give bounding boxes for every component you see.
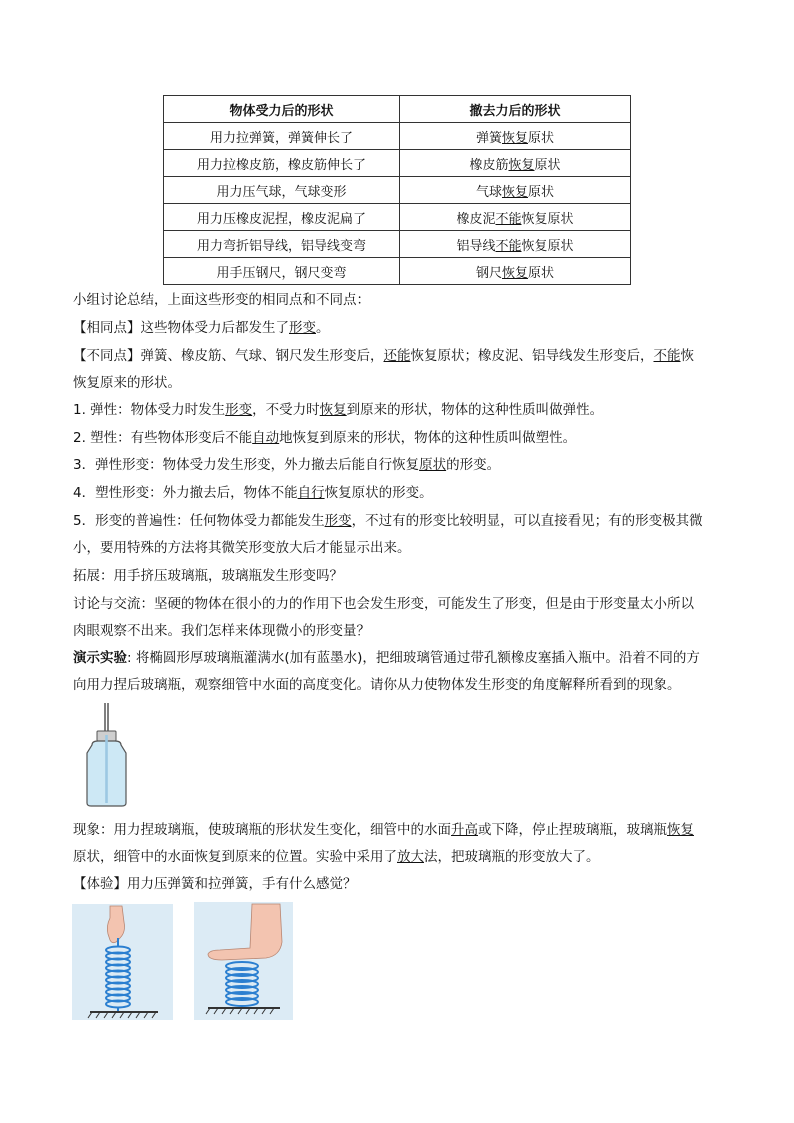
spring-pull-figure xyxy=(72,904,173,1020)
cell-text: 恢复原状 xyxy=(521,238,574,254)
text: 【相同点】这些物体受力后都发生了 xyxy=(73,320,289,336)
table-cell: 用力拉弹簧，弹簧伸长了 xyxy=(164,123,400,150)
bottle-figure xyxy=(82,703,132,807)
table-cell xyxy=(400,150,631,177)
cell-text: 橡皮筋 xyxy=(469,157,509,173)
cell-text: 气球 xyxy=(475,184,502,200)
table-row xyxy=(164,231,631,258)
underlined: 形变 xyxy=(289,320,316,336)
text: 或下降，停止捏玻璃瓶，玻璃瓶 xyxy=(478,822,667,838)
item-elasticity xyxy=(73,397,733,424)
table-header: 物体受力后的形状 xyxy=(164,96,400,123)
cell-text: 铝导线 xyxy=(456,238,496,254)
underlined: 升高 xyxy=(451,822,478,838)
summary-line: 小组讨论总结，上面这些形变的相同点和不同点： xyxy=(73,292,370,308)
underlined: 自动 xyxy=(252,430,280,446)
phenomenon xyxy=(73,817,733,871)
cell-underlined: 恢复 xyxy=(508,157,535,173)
table-header-row xyxy=(164,96,631,123)
underlined: 形变 xyxy=(225,402,253,418)
table-row xyxy=(164,123,631,150)
cell-text: 弹簧 xyxy=(475,130,502,146)
table-cell: 用力拉橡皮筋，橡皮筋伸长了 xyxy=(164,150,400,177)
demo-label: 演示实验 xyxy=(73,650,127,666)
table-row xyxy=(164,150,631,177)
item-plasticity xyxy=(73,425,733,452)
item-universality xyxy=(73,508,733,562)
text: ，不受力时 xyxy=(252,402,320,418)
text: 恢复原状的形变。 xyxy=(324,485,433,501)
text: 恢复原状；橡皮泥、铝导线发生形变后， xyxy=(410,348,654,364)
underlined: 原状 xyxy=(419,457,447,473)
text: 肉眼观察不出来。我们怎样来体现微小的形变量？ xyxy=(73,623,370,639)
underlined: 恢复 xyxy=(667,822,694,838)
text: 5．形变的普遍性：任何物体受力都能发生 xyxy=(73,513,325,529)
table-cell xyxy=(400,123,631,150)
underlined: 形变 xyxy=(324,513,352,529)
discussion xyxy=(73,591,733,645)
text: 。 xyxy=(316,320,330,336)
text: 恢复原来的形状。 xyxy=(73,375,181,391)
cell-underlined: 恢复 xyxy=(501,184,528,200)
cell-text: 橡皮泥 xyxy=(456,211,496,227)
underlined: 还能 xyxy=(383,348,411,364)
cell-text: 原状 xyxy=(528,184,555,200)
text: 小，要用特殊的方法将其微笑形变放大后才能显示出来。 xyxy=(73,540,411,556)
spring-press-figure xyxy=(194,902,293,1020)
table-row xyxy=(164,258,631,285)
underlined: 自行 xyxy=(297,485,325,501)
table-cell: 用力弯折铝导线，铝导线变弯 xyxy=(164,231,400,258)
deformation-table xyxy=(163,95,631,285)
text: 到原来的形状，物体的这种性质叫做弹性。 xyxy=(346,402,604,418)
cell-underlined: 恢复 xyxy=(501,130,528,146)
text: 向用力捏后玻璃瓶，观察细管中水面的高度变化。请你从力使物体发生形变的角度解释所看到的现象。 xyxy=(73,677,681,693)
table-cell: 用手压钢尺，钢尺变弯 xyxy=(164,258,400,285)
cell-text: 钢尺 xyxy=(475,265,502,281)
cell-text: 恢复原状 xyxy=(521,211,574,227)
cell-underlined: 恢复 xyxy=(501,265,528,281)
underlined: 恢复 xyxy=(319,402,347,418)
table-cell xyxy=(400,258,631,285)
text: ，不过有的形变比较明显，可以直接看见；有的形变极其微 xyxy=(351,513,703,529)
text: 法，把玻璃瓶的形变放大了。 xyxy=(424,849,600,865)
demo-experiment xyxy=(73,645,733,699)
table-row xyxy=(164,177,631,204)
text: 原状，细管中的水面恢复到原来的位置。实验中采用了 xyxy=(73,849,397,865)
cell-underlined: 不能 xyxy=(495,238,522,254)
experience-question: 【体验】用力压弹簧和拉弹簧，手有什么感觉？ xyxy=(73,876,357,892)
cell-text: 原状 xyxy=(534,157,561,173)
underlined: 不能 xyxy=(653,348,681,364)
text: 现象：用力捏玻璃瓶，使玻璃瓶的形状发生变化，细管中的水面 xyxy=(73,822,451,838)
text: 【不同点】弹簧、橡皮筋、气球、钢尺发生形变后， xyxy=(73,348,384,364)
text: 1. 弹性：物体受力时发生 xyxy=(73,402,226,418)
table-cell xyxy=(400,231,631,258)
table-cell xyxy=(400,204,631,231)
table-cell: 用力压橡皮泥捏，橡皮泥扁了 xyxy=(164,204,400,231)
text: 2. 塑性：有些物体形变后不能 xyxy=(73,430,253,446)
text: 的形变。 xyxy=(446,457,501,473)
table-cell: 用力压气球，气球变形 xyxy=(164,177,400,204)
item-plastic-deformation xyxy=(73,480,733,507)
same-point xyxy=(73,315,733,342)
extend-question: 拓展：用手挤压玻璃瓶，玻璃瓶发生形变吗？ xyxy=(73,568,343,584)
table-header: 撤去力后的形状 xyxy=(400,96,631,123)
text: 4．塑性形变：外力撤去后，物体不能 xyxy=(73,485,298,501)
cell-underlined: 不能 xyxy=(495,211,522,227)
table-row xyxy=(164,204,631,231)
cell-text: 原状 xyxy=(528,130,555,146)
table-cell xyxy=(400,177,631,204)
text: 地恢复到原来的形状，物体的这种性质叫做塑性。 xyxy=(279,430,577,446)
underlined: 放大 xyxy=(397,849,424,865)
cell-text: 原状 xyxy=(528,265,555,281)
item-elastic-deformation xyxy=(73,452,733,479)
text: 3．弹性形变：物体受力发生形变，外力撤去后能自行恢复 xyxy=(73,457,420,473)
diff-point: 【不同点】弹簧、橡皮筋、气球、钢尺发生形变后，还能恢复原状；橡皮泥、铝导线发生形变后，不能恢 恢复原来的形状。 xyxy=(73,348,694,391)
text: 讨论与交流：坚硬的物体在很小的力的作用下也会发生形变，可能发生了形变，但是由于形变量太小所以 xyxy=(73,596,694,612)
text: : 将椭圆形厚玻璃瓶灌满水(加有蓝墨水)，把细玻璃管通过带孔额橡皮塞插入瓶中。沿着不同的方 xyxy=(127,650,700,666)
